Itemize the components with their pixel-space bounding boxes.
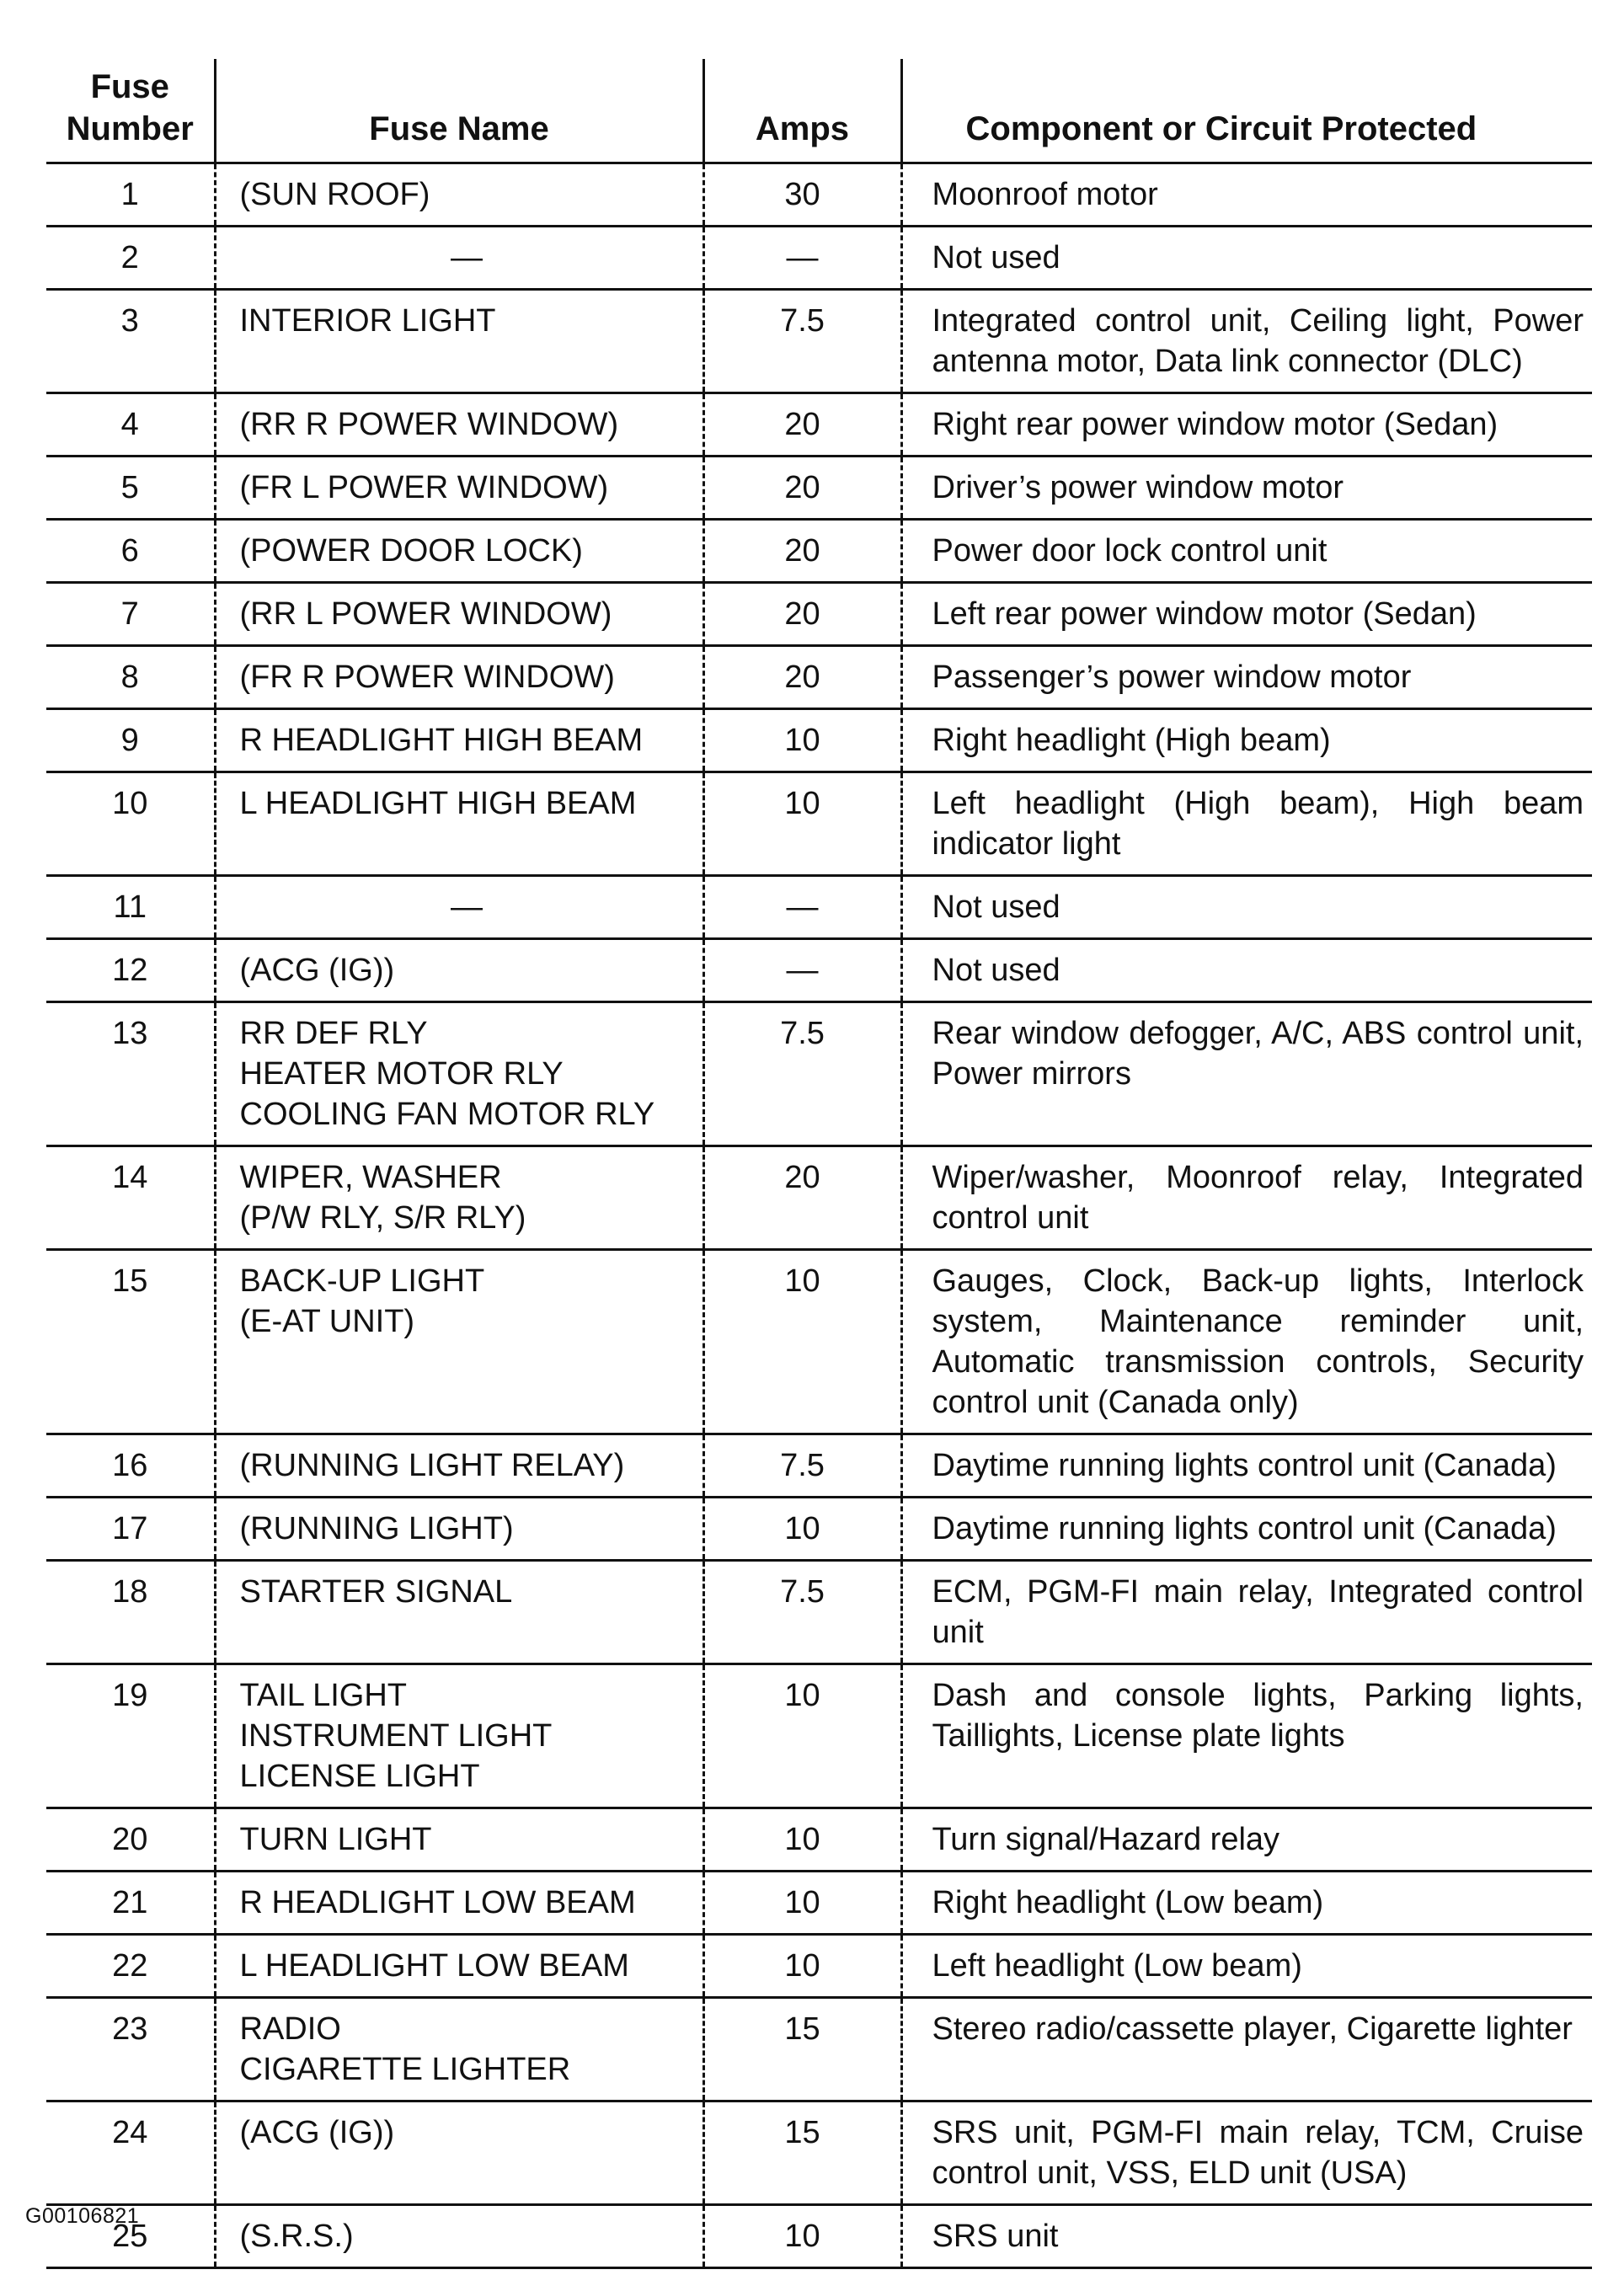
table-row <box>46 1434 1592 1498</box>
fuse-number-cell: 23 <box>46 1998 215 2101</box>
table-row <box>46 290 1592 393</box>
table-row <box>46 1998 1592 2101</box>
fuse-name-cell: L HEADLIGHT HIGH BEAM <box>215 772 703 876</box>
amps-cell: 10 <box>703 709 901 772</box>
fuse-number-cell: 15 <box>46 1250 215 1434</box>
fuse-number-cell: 4 <box>46 393 215 457</box>
component-cell: Right headlight (High beam) <box>901 709 1592 772</box>
fuse-name-cell: WIPER, WASHER (P/W RLY, S/R RLY) <box>215 1146 703 1250</box>
fuse-number-cell: 18 <box>46 1561 215 1664</box>
fuse-name-cell: RADIO CIGARETTE LIGHTER <box>215 1998 703 2101</box>
figure-id: G00106821 <box>25 2204 140 2228</box>
amps-cell: — <box>703 876 901 939</box>
component-cell: Wiper/washer, Moonroof relay, Integrated control unit <box>901 1146 1592 1250</box>
amps-cell: 10 <box>703 1664 901 1808</box>
fuse-number-cell: 13 <box>46 1002 215 1146</box>
component-cell: Left headlight (High beam), High beam indicator light <box>901 772 1592 876</box>
header-amps: Amps <box>703 59 901 163</box>
component-cell: SRS unit, PGM-FI main relay, TCM, Cruise control unit, VSS, ELD unit (USA) <box>901 2101 1592 2205</box>
table-row <box>46 1250 1592 1434</box>
fuse-name-cell: (RR L POWER WINDOW) <box>215 583 703 646</box>
fuse-number-cell: 8 <box>46 646 215 709</box>
amps-cell: 20 <box>703 457 901 520</box>
table-row <box>46 1561 1592 1664</box>
component-cell: Not used <box>901 939 1592 1002</box>
header-fuse-name: Fuse Name <box>215 59 703 163</box>
fuse-number-cell: 24 <box>46 2101 215 2205</box>
component-cell: Stereo radio/cassette player, Cigarette lighter <box>901 1998 1592 2101</box>
table-row <box>46 2101 1592 2205</box>
fuse-name-cell: RR DEF RLY HEATER MOTOR RLY COOLING FAN MOTOR RLY <box>215 1002 703 1146</box>
header-fuse-number: Fuse Number <box>46 59 215 163</box>
component-cell: Driver’s power window motor <box>901 457 1592 520</box>
amps-cell: 20 <box>703 583 901 646</box>
table-row <box>46 583 1592 646</box>
fuse-name-cell: — <box>215 227 703 290</box>
fuse-number-cell: 19 <box>46 1664 215 1808</box>
amps-cell: 7.5 <box>703 290 901 393</box>
component-cell: Not used <box>901 227 1592 290</box>
component-cell: Left rear power window motor (Sedan) <box>901 583 1592 646</box>
amps-cell: 7.5 <box>703 1002 901 1146</box>
table-row <box>46 709 1592 772</box>
amps-cell: 30 <box>703 163 901 227</box>
amps-cell: — <box>703 939 901 1002</box>
amps-cell: 10 <box>703 1935 901 1998</box>
fuse-number-cell: 14 <box>46 1146 215 1250</box>
component-cell: SRS unit <box>901 2205 1592 2268</box>
component-cell: Turn signal/Hazard relay <box>901 1808 1592 1872</box>
fuse-name-cell: TAIL LIGHT INSTRUMENT LIGHT LICENSE LIGHT <box>215 1664 703 1808</box>
table-row <box>46 1872 1592 1935</box>
amps-cell: 10 <box>703 2205 901 2268</box>
component-cell: Gauges, Clock, Back-up lights, Interlock system, Maintenance reminder unit, Automatic transmission controls, Security control unit (Canada only) <box>901 1250 1592 1434</box>
fuse-number-cell: 1 <box>46 163 215 227</box>
fuse-name-cell: R HEADLIGHT LOW BEAM <box>215 1872 703 1935</box>
amps-cell: 7.5 <box>703 1561 901 1664</box>
table-row <box>46 1498 1592 1561</box>
fuse-table <box>46 59 1592 2269</box>
component-cell: Rear window defogger, A/C, ABS control unit, Power mirrors <box>901 1002 1592 1146</box>
amps-cell: 20 <box>703 393 901 457</box>
amps-cell: 10 <box>703 1250 901 1434</box>
table-row <box>46 646 1592 709</box>
fuse-number-cell: 5 <box>46 457 215 520</box>
component-cell: Moonroof motor <box>901 163 1592 227</box>
amps-cell: 10 <box>703 1498 901 1561</box>
component-cell: Dash and console lights, Parking lights, Taillights, License plate lights <box>901 1664 1592 1808</box>
fuse-name-cell: (ACG (IG)) <box>215 2101 703 2205</box>
table-row <box>46 457 1592 520</box>
fuse-name-cell: (S.R.S.) <box>215 2205 703 2268</box>
fuse-name-cell: (ACG (IG)) <box>215 939 703 1002</box>
table-row <box>46 1002 1592 1146</box>
fuse-name-cell: — <box>215 876 703 939</box>
fuse-number-cell: 10 <box>46 772 215 876</box>
fuse-name-cell: TURN LIGHT <box>215 1808 703 1872</box>
table-row <box>46 393 1592 457</box>
fuse-name-cell: (SUN ROOF) <box>215 163 703 227</box>
fuse-number-cell: 11 <box>46 876 215 939</box>
fuse-name-cell: (FR L POWER WINDOW) <box>215 457 703 520</box>
fuse-name-cell: (FR R POWER WINDOW) <box>215 646 703 709</box>
fuse-name-cell: R HEADLIGHT HIGH BEAM <box>215 709 703 772</box>
fuse-number-cell: 22 <box>46 1935 215 1998</box>
amps-cell: 20 <box>703 1146 901 1250</box>
component-cell: Right headlight (Low beam) <box>901 1872 1592 1935</box>
table-row <box>46 876 1592 939</box>
amps-cell: 20 <box>703 520 901 583</box>
amps-cell: — <box>703 227 901 290</box>
fuse-number-cell: 21 <box>46 1872 215 1935</box>
fuse-name-cell: (RUNNING LIGHT) <box>215 1498 703 1561</box>
header-row <box>46 59 1592 163</box>
fuse-name-cell: (POWER DOOR LOCK) <box>215 520 703 583</box>
amps-cell: 20 <box>703 646 901 709</box>
table-row <box>46 1664 1592 1808</box>
fuse-name-cell: STARTER SIGNAL <box>215 1561 703 1664</box>
table-row <box>46 772 1592 876</box>
component-cell: Integrated control unit, Ceiling light, Power antenna motor, Data link connector (DLC) <box>901 290 1592 393</box>
component-cell: Passenger’s power window motor <box>901 646 1592 709</box>
amps-cell: 15 <box>703 2101 901 2205</box>
table-row <box>46 939 1592 1002</box>
amps-cell: 15 <box>703 1998 901 2101</box>
fuse-number-cell: 17 <box>46 1498 215 1561</box>
amps-cell: 7.5 <box>703 1434 901 1498</box>
fuse-number-cell: 20 <box>46 1808 215 1872</box>
amps-cell: 10 <box>703 1808 901 1872</box>
amps-cell: 10 <box>703 772 901 876</box>
fuse-number-cell: 3 <box>46 290 215 393</box>
table-row <box>46 520 1592 583</box>
fuse-number-cell: 6 <box>46 520 215 583</box>
amps-cell: 10 <box>703 1872 901 1935</box>
component-cell: Left headlight (Low beam) <box>901 1935 1592 1998</box>
component-cell: Daytime running lights control unit (Canada) <box>901 1498 1592 1561</box>
fuse-rows <box>46 163 1592 2268</box>
fuse-number-cell: 2 <box>46 227 215 290</box>
component-cell: Daytime running lights control unit (Canada) <box>901 1434 1592 1498</box>
fuse-name-cell: L HEADLIGHT LOW BEAM <box>215 1935 703 1998</box>
fuse-number-cell: 9 <box>46 709 215 772</box>
table-row <box>46 2205 1592 2268</box>
fuse-name-cell: (RUNNING LIGHT RELAY) <box>215 1434 703 1498</box>
table-row <box>46 163 1592 227</box>
table-row <box>46 1808 1592 1872</box>
component-cell: Power door lock control unit <box>901 520 1592 583</box>
table-row <box>46 1146 1592 1250</box>
fuse-number-cell: 12 <box>46 939 215 1002</box>
fuse-number-cell: 16 <box>46 1434 215 1498</box>
fuse-name-cell: (RR R POWER WINDOW) <box>215 393 703 457</box>
fuse-number-cell: 25 <box>46 2205 215 2268</box>
header-component: Component or Circuit Protected <box>901 59 1592 163</box>
table-row <box>46 1935 1592 1998</box>
component-cell: Right rear power window motor (Sedan) <box>901 393 1592 457</box>
fuse-name-cell: INTERIOR LIGHT <box>215 290 703 393</box>
table-row <box>46 227 1592 290</box>
fuse-name-cell: BACK-UP LIGHT (E-AT UNIT) <box>215 1250 703 1434</box>
fuse-number-cell: 7 <box>46 583 215 646</box>
component-cell: ECM, PGM-FI main relay, Integrated control unit <box>901 1561 1592 1664</box>
component-cell: Not used <box>901 876 1592 939</box>
